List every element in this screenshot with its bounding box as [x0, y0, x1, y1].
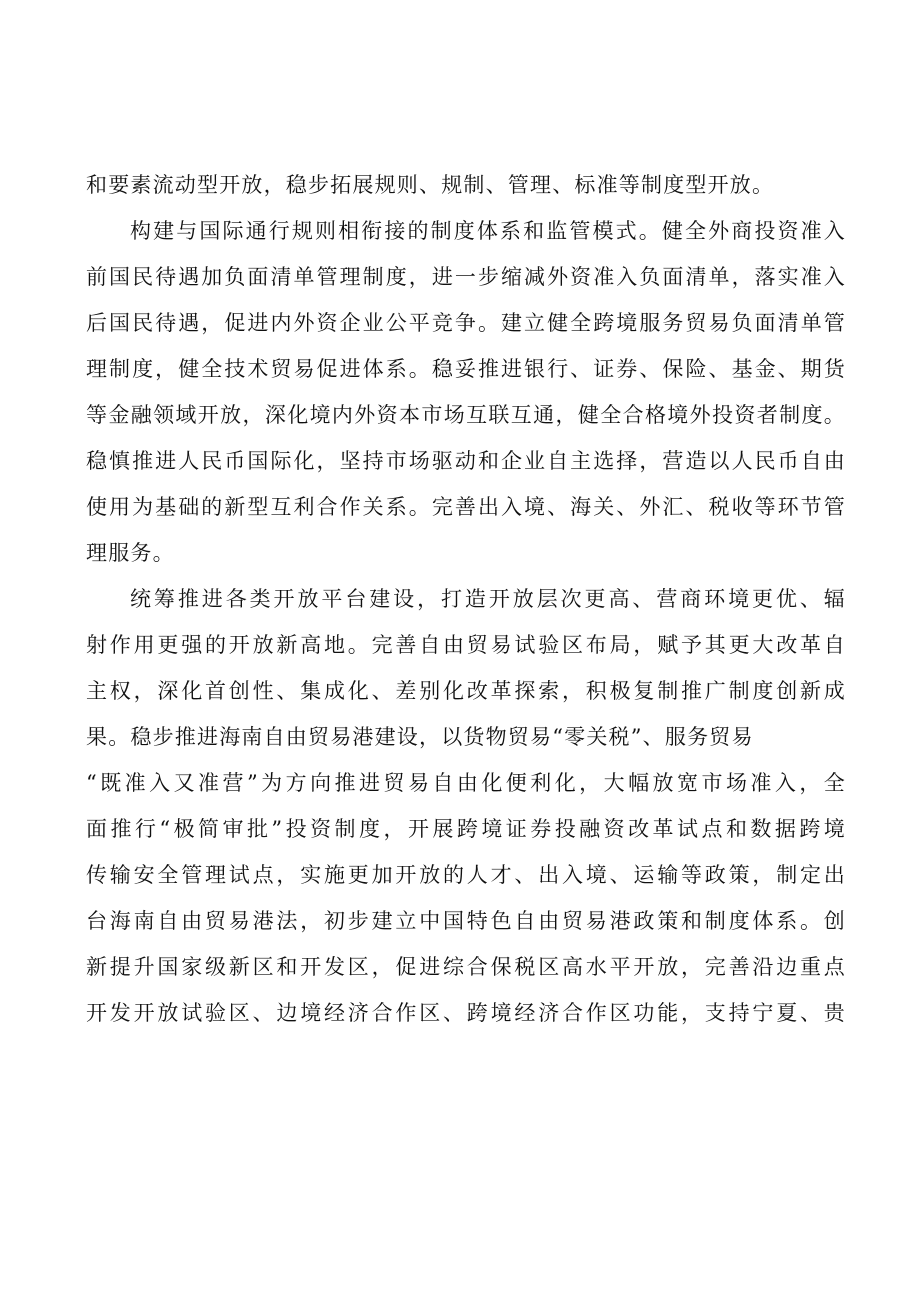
paragraph-first-line: 统筹推进各类开放平台建设，打造开放层次更高、营商环境更优、辐 — [130, 587, 846, 611]
text-line: 主权，深化首创性、集成化、差别化改革探索，积极复制推广制度创新成 — [86, 679, 846, 703]
text-line: 理制度，健全技术贸易促进体系。稳妥推进银行、证券、保险、基金、期货 — [86, 357, 846, 381]
text-line: 开发开放试验区、边境经济合作区、跨境经济合作区功能，支持宁夏、贵 — [86, 1001, 846, 1025]
text-line: 使用为基础的新型互利合作关系。完善出入境、海关、外汇、税收等环节管 — [86, 495, 846, 519]
text-line: 传输安全管理试点，实施更加开放的人才、出入境、运输等政策，制定出 — [86, 863, 846, 887]
text-line: 后国民待遇，促进内外资企业公平竞争。建立健全跨境服务贸易负面清单管 — [86, 311, 846, 335]
document-body — [86, 162, 846, 1036]
text-line: 果。稳步推进海南自由贸易港建设，以货物贸易“零关税”、服务贸易 — [86, 725, 754, 749]
text-line: 和要素流动型开放，稳步拓展规则、规制、管理、标准等制度型开放。 — [86, 173, 775, 197]
text-line: 前国民待遇加负面清单管理制度，进一步缩减外资准入负面清单，落实准入 — [86, 265, 846, 289]
text-line: 射作用更强的开放新高地。完善自由贸易试验区布局，赋予其更大改革自 — [86, 633, 846, 657]
text-line: 理服务。 — [86, 541, 175, 565]
text-line: “既准入又准营”为方向推进贸易自由化便利化，大幅放宽市场准入，全 — [86, 771, 846, 795]
text-line: 台海南自由贸易港法，初步建立中国特色自由贸易港政策和制度体系。创 — [86, 909, 846, 933]
text-line: 新提升国家级新区和开发区，促进综合保税区高水平开放，完善沿边重点 — [86, 955, 846, 979]
paragraph-first-line: 构建与国际通行规则相衔接的制度体系和监管模式。健全外商投资准入 — [130, 219, 846, 243]
text-line: 等金融领域开放，深化境内外资本市场互联互通，健全合格境外投资者制度。 — [86, 403, 846, 427]
text-line: 稳慎推进人民币国际化，坚持市场驱动和企业自主选择，营造以人民币自由 — [86, 449, 846, 473]
text-line: 面推行“极简审批”投资制度，开展跨境证券投融资改革试点和数据跨境 — [86, 817, 846, 841]
